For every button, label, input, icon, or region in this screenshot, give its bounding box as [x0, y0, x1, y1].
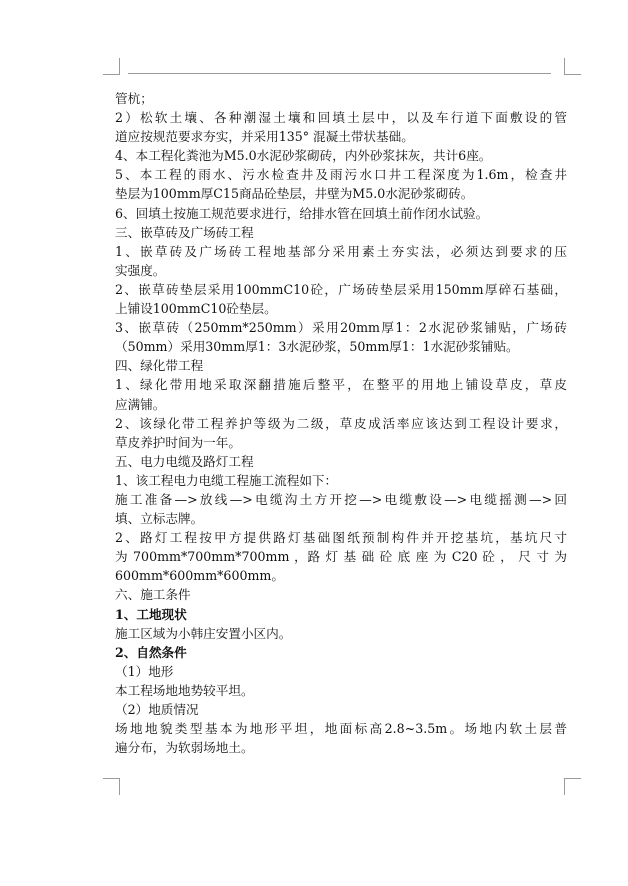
text-line: 实强度。: [115, 262, 166, 278]
text-line: 六、施工条件: [115, 587, 191, 603]
text-line: 600mm*600mm*600mm。: [115, 568, 284, 584]
text-line: 场地地貌类型基本为地形平坦，地面标高2.8~3.5m。场地内软土层普: [115, 721, 567, 737]
header-rule: [128, 73, 551, 74]
document-body: [115, 89, 567, 757]
text-line: 本工程场地地势较平坦。: [115, 682, 254, 698]
text-line: 1、工地现状: [115, 606, 187, 622]
text-line: 填、立标志牌。: [115, 511, 204, 527]
text-line: 1、该工程电力电缆工程施工流程如下：: [115, 472, 338, 488]
text-line: 2）松软土壤、各种潮湿土壤和回填土层中，以及车行道下面敷设的管: [115, 110, 567, 126]
text-line: 管杭；: [115, 91, 153, 106]
text-line: 三、嵌草砖及广场砖工程: [115, 224, 254, 240]
text-line: 2、自然条件: [115, 644, 187, 660]
corner-mark-bottom-right: [564, 778, 581, 795]
text-line: 1、嵌草砖及广场砖工程地基部分采用素土夯实法，必须达到要求的压: [115, 243, 567, 259]
text-line: 1、绿化带用地采取深翻措施后整平，在整平的用地上铺设草皮，草皮: [115, 377, 567, 393]
text-line: 遍分布，为软弱场地土。: [115, 740, 254, 756]
text-line: 四、绿化带工程: [115, 358, 204, 374]
text-line: 3、嵌草砖（250mm*250mm）采用20mm厚1：2水泥砂浆铺贴，广场砖: [115, 320, 567, 336]
text-line: 草皮养护时间为一年。: [115, 434, 241, 450]
text-line: 施工区域为小韩庄安置小区内。: [115, 625, 292, 641]
text-line: （1）地形: [115, 663, 174, 679]
text-line: 垫层为100mm厚C15商品砼垫层，井壁为M5.0水泥砂浆砌砖。: [115, 186, 474, 202]
text-line: 2、路灯工程按甲方提供路灯基础图纸预制构件并开挖基坑，基坑尺寸: [115, 530, 567, 546]
text-line: （50mm）采用30mm厚1：3水泥砂浆，50mm厚1：1水泥砂浆铺贴。: [115, 339, 519, 355]
text-line: 五、电力电缆及路灯工程: [115, 453, 254, 469]
text-line: 2、该绿化带工程养护等级为二级，草皮成活率应该达到工程设计要求，: [115, 415, 567, 431]
text-line: 施工准备—>放线—>电缆沟土方开挖—>电缆敷设—>电缆摇测—>回: [115, 491, 567, 507]
text-line: 为 700mm*700mm*700mm ，路 灯 基 础 砼 底 座 为 C20 砼 ， 尺 寸 为: [115, 549, 567, 565]
corner-mark-top-right: [564, 58, 581, 75]
text-line: 上铺设100mmC10砼垫层。: [115, 301, 277, 317]
text-line: 道应按规范要求夯实，并采用135° 混凝土带状基础。: [115, 129, 414, 145]
text-line: 4、本工程化粪池为M5.0水泥砂浆砌砖，内外砂浆抹灰，共计6座。: [115, 148, 492, 164]
text-line: 2、嵌草砖垫层采用100mmC10砼，广场砖垫层采用150mm厚碎石基础，: [115, 281, 567, 297]
corner-mark-bottom-left: [103, 778, 120, 795]
text-line: 应满铺。: [115, 396, 166, 412]
corner-mark-top-left: [103, 58, 120, 75]
text-line: 5、本工程的雨水、污水检查井及雨污水口井工程深度为1.6m，检查井: [115, 167, 567, 183]
text-line: （2）地质情况: [115, 702, 199, 717]
text-line: 6、回填土按施工规范要求进行，给排水管在回填土前作闭水试验。: [115, 205, 489, 221]
